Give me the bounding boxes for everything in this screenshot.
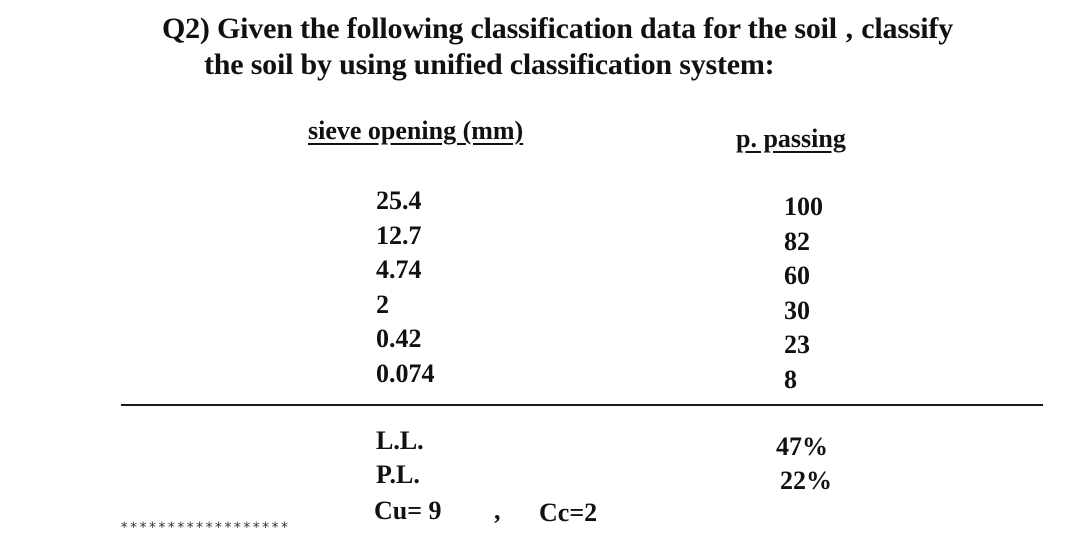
sieve-value: 2 xyxy=(376,289,389,319)
plastic-limit-value: 22% xyxy=(780,466,832,495)
plastic-limit-label: P.L. xyxy=(376,460,420,489)
sieve-value: 25.4 xyxy=(376,186,422,215)
passing-value: 82 xyxy=(784,226,810,256)
separator-comma: , xyxy=(494,496,501,525)
divider-line xyxy=(121,404,1043,406)
passing-value: 23 xyxy=(784,330,810,359)
uniformity-coefficient: Cu= 9 xyxy=(374,496,442,525)
liquid-limit-label: L.L. xyxy=(376,426,424,455)
question-line-2: the soil by using unified classification system: xyxy=(204,48,775,81)
liquid-limit-value: 47% xyxy=(776,432,828,461)
passing-value: 30 xyxy=(784,295,810,325)
sieve-value: 0.42 xyxy=(376,324,422,353)
curvature-coefficient: Cc=2 xyxy=(539,498,598,527)
sieve-value: 12.7 xyxy=(376,220,422,250)
question-line-1: Q2) Given the following classification data for the soil ‚ classify xyxy=(162,12,954,45)
sieve-opening-header: sieve opening (mm) xyxy=(308,116,524,145)
sieve-value: 4.74 xyxy=(376,255,422,284)
sieve-value: 0.074 xyxy=(376,358,435,388)
passing-value: 100 xyxy=(784,192,823,221)
percent-passing-header: p. passing xyxy=(736,124,846,153)
footer-stars: ****************** xyxy=(120,520,290,536)
passing-value: 8 xyxy=(784,364,797,394)
sieve-opening-column xyxy=(376,184,435,391)
percent-passing-column xyxy=(784,190,823,397)
passing-value: 60 xyxy=(784,261,810,290)
